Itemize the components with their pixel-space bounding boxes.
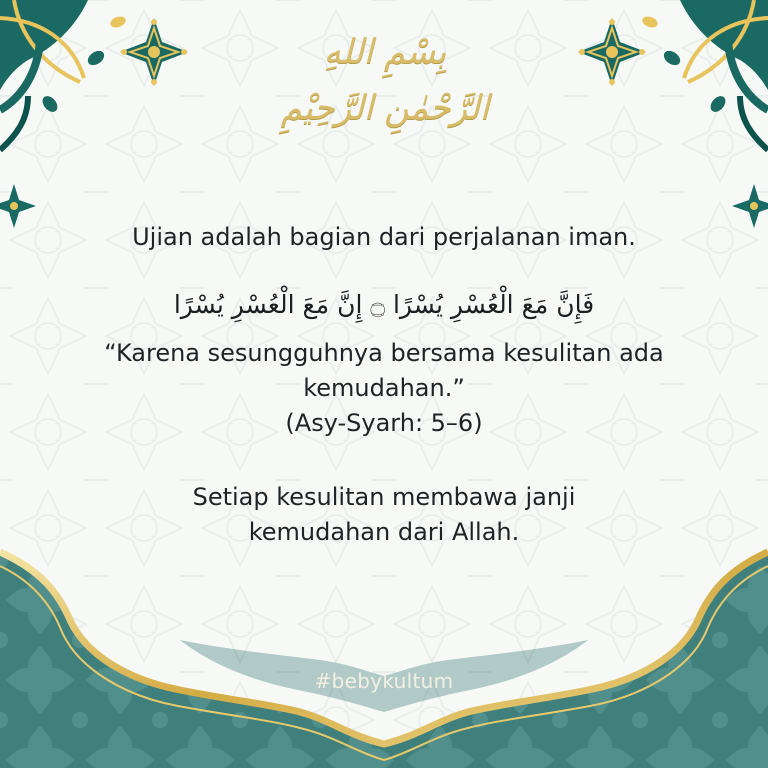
verse-translation [84, 336, 684, 441]
bismillah-calligraphy: بِسْمِ اللهِ الرَّحْمٰنِ الرَّحِيْمِ [280, 32, 490, 128]
translation-line: kemudahan.” [303, 374, 465, 402]
reflection-text [84, 480, 684, 550]
reflection-line: Setiap kesulitan membawa janji [192, 483, 576, 511]
translation-line: “Karena sesungguhnya bersama kesulitan ada [104, 339, 664, 367]
hashtag-label: #bebykultum [314, 669, 454, 693]
arabic-verse: فَإِنَّ مَعَ الْعُسْرِ يُسْرًا ۝ إِنَّ مَعَ الْعُسْرِ يُسْرًا [173, 290, 595, 319]
intro-text: Ujian adalah bagian dari perjalanan iman. [132, 223, 636, 251]
verse-reference: (Asy-Syarh: 5–6) [285, 409, 483, 437]
reflection-line: kemudahan dari Allah. [248, 518, 520, 546]
